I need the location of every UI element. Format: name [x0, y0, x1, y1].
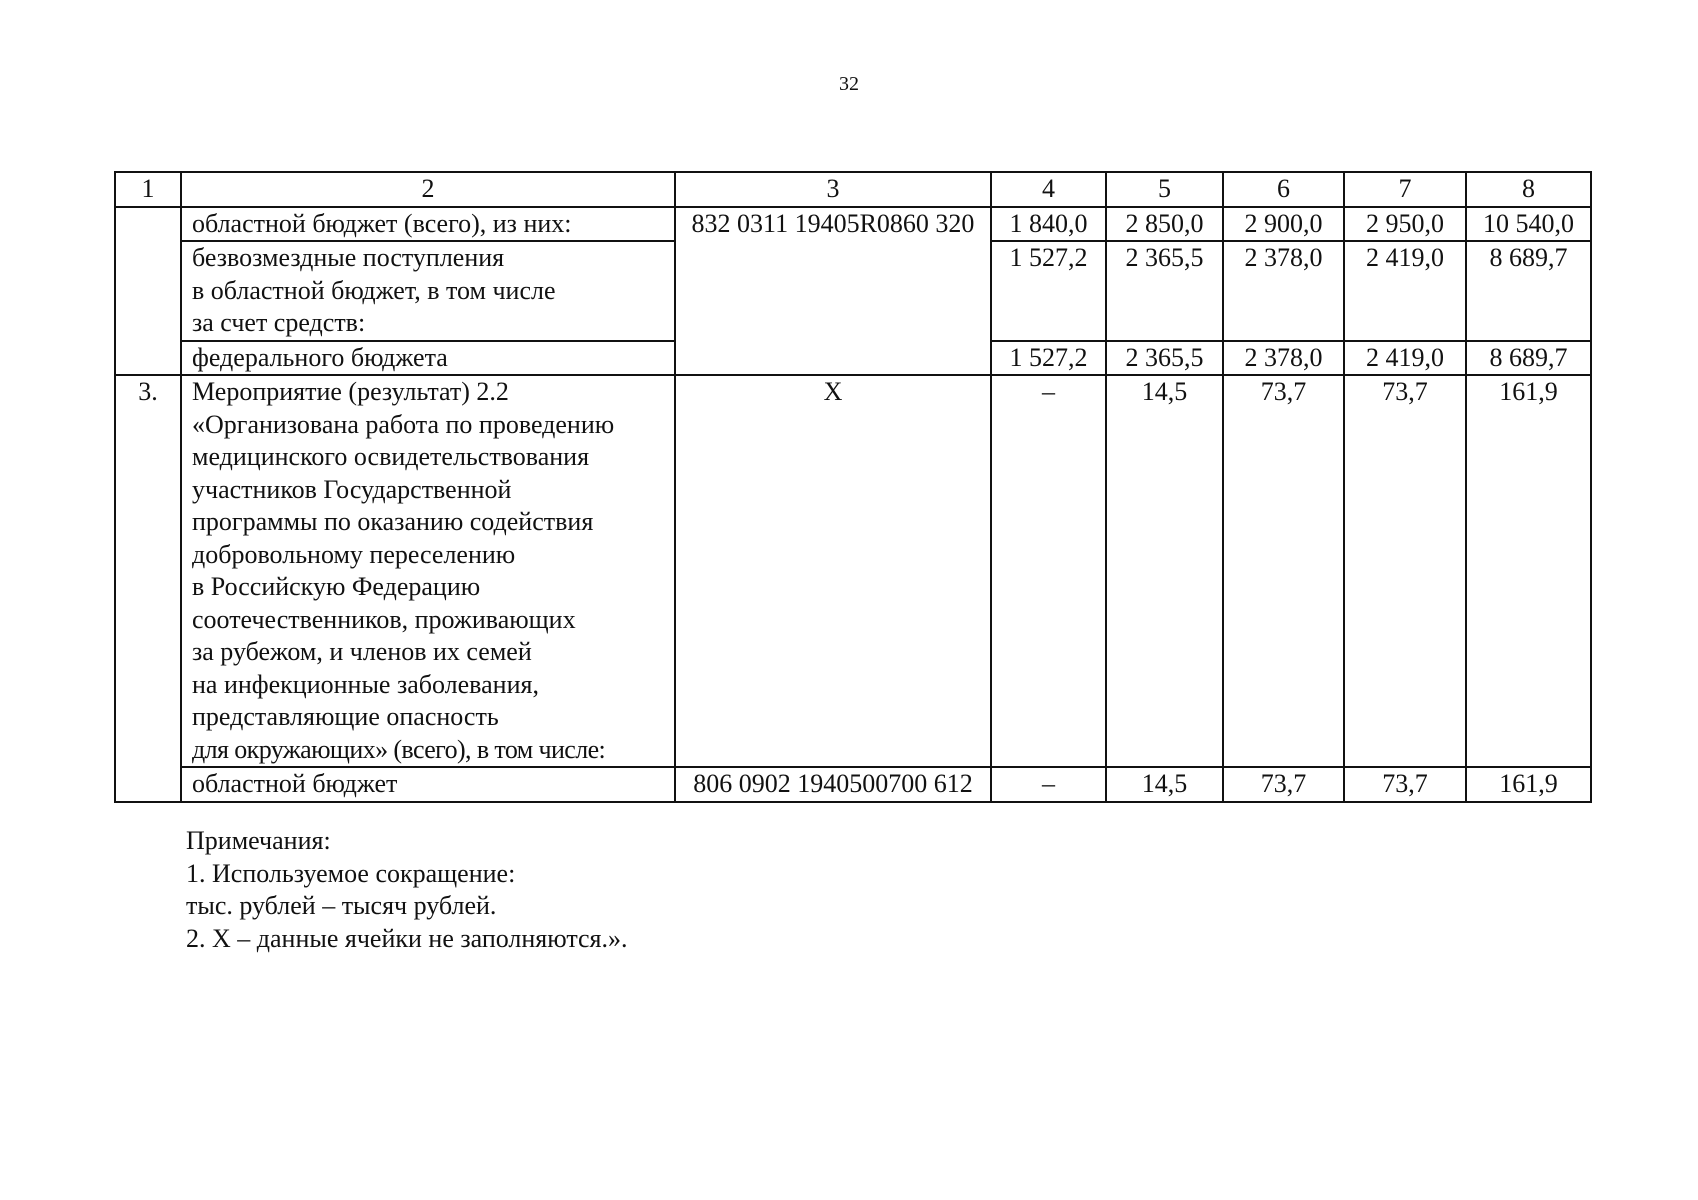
value-cell: 2 378,0 [1223, 341, 1344, 376]
header-cell: 4 [991, 172, 1106, 207]
header-cell: 1 [115, 172, 181, 207]
value-cell: 1 840,0 [991, 207, 1106, 242]
value-cell: 73,7 [1223, 375, 1344, 767]
description-line: для окружающих» (всего), в том числе: [192, 734, 606, 764]
row-number-cell: 3. [115, 375, 181, 802]
value-cell: – [991, 375, 1106, 767]
row-description [181, 241, 675, 341]
note-line: 1. Используемое сокращение: [186, 858, 516, 888]
value-cell: 2 850,0 [1106, 207, 1223, 242]
row-description [181, 375, 675, 767]
row-code: 806 0902 1940500700 612 [675, 767, 991, 802]
header-cell: 6 [1223, 172, 1344, 207]
budget-table [114, 171, 1592, 803]
row-code: Х [675, 375, 991, 767]
notes-section [186, 825, 628, 955]
description-line: за рубежом, и членов их семей [192, 637, 532, 666]
table-row [115, 767, 1591, 802]
value-cell: 161,9 [1466, 767, 1591, 802]
header-cell: 5 [1106, 172, 1223, 207]
description-line: участников Государственной [192, 474, 512, 504]
note-line: 2. Х – данные ячейки не заполняются.». [186, 923, 628, 953]
value-cell: 8 689,7 [1466, 341, 1591, 376]
description-line: в Российскую Федерацию [192, 572, 481, 601]
notes-title: Примечания: [186, 826, 331, 855]
value-cell: 2 378,0 [1223, 241, 1344, 341]
table-row [115, 207, 1591, 242]
value-cell: 2 365,5 [1106, 241, 1223, 341]
value-cell: 161,9 [1466, 375, 1591, 767]
description-line: представляющие опасность [192, 702, 499, 731]
row-description: областной бюджет [181, 767, 675, 802]
description-line: на инфекционные заболевания, [192, 669, 539, 699]
value-cell: 2 950,0 [1344, 207, 1466, 242]
value-cell: 2 419,0 [1344, 241, 1466, 341]
note-line: тыс. рублей – тысяч рублей. [186, 891, 497, 920]
description-line: в областной бюджет, в том числе [192, 275, 556, 305]
value-cell: 73,7 [1344, 767, 1466, 802]
table-header-row [115, 172, 1591, 207]
row-description: федерального бюджета [181, 341, 675, 376]
header-cell: 8 [1466, 172, 1591, 207]
value-cell: 2 365,5 [1106, 341, 1223, 376]
description-line: соотечественников, проживающих [192, 604, 576, 634]
description-line: медицинского освидетельствования [192, 442, 590, 471]
header-cell: 7 [1344, 172, 1466, 207]
value-cell: 2 419,0 [1344, 341, 1466, 376]
value-cell: 1 527,2 [991, 241, 1106, 341]
table-row [115, 375, 1591, 767]
header-cell: 2 [181, 172, 675, 207]
row-number-cell [115, 207, 181, 376]
description-line: «Организована работа по проведению [192, 409, 615, 439]
description-line: добровольному переселению [192, 539, 516, 569]
value-cell: 73,7 [1344, 375, 1466, 767]
value-cell: 14,5 [1106, 767, 1223, 802]
description-line: программы по оказанию содействия [192, 507, 594, 536]
page-number: 32 [839, 73, 859, 95]
value-cell: 8 689,7 [1466, 241, 1591, 341]
description-line: безвозмездные поступления [192, 243, 505, 272]
value-cell: 1 527,2 [991, 341, 1106, 376]
description-line: Мероприятие (результат) 2.2 [192, 377, 509, 406]
value-cell: – [991, 767, 1106, 802]
row-description: областной бюджет (всего), из них: [181, 207, 675, 242]
value-cell: 10 540,0 [1466, 207, 1591, 242]
row-code: 832 0311 19405R0860 320 [675, 207, 991, 376]
value-cell: 14,5 [1106, 375, 1223, 767]
value-cell: 2 900,0 [1223, 207, 1344, 242]
value-cell: 73,7 [1223, 767, 1344, 802]
description-line: за счет средств: [192, 308, 366, 337]
header-cell: 3 [675, 172, 991, 207]
